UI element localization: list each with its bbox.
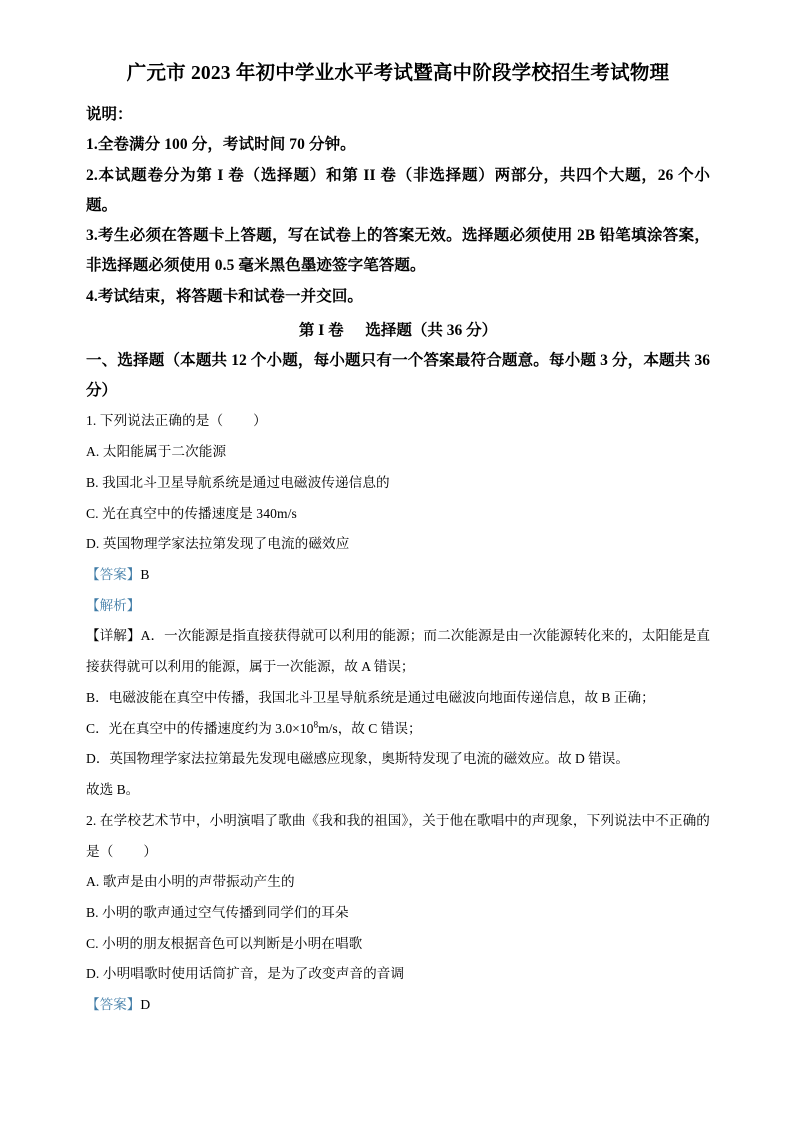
detail-text-a: A．一次能源是指直接获得就可以利用的能源；而二次能源是由一次能源转化来的，太阳能是直接获得就可以利用的能源，属于一次能源，故 A 错误； [86,628,710,675]
section-heading-volume: 第 I 卷 [298,321,344,339]
option-b [86,898,710,929]
answer-line [86,990,710,1021]
option-text: 光在真空中的传播速度是 340m/s [102,505,297,521]
question-stem [86,406,710,437]
instruction-line-3: 3.考生必须在答题卡上答题，写在试卷上的答案无效。选择题必须使用 2B 铅笔填涂答案，非选择题必须使用 0.5 毫米黑色墨迹签字笔答题。 [86,227,710,275]
instruction-line-1: 1.全卷满分 100 分，考试时间 70 分钟。 [86,136,356,154]
option-b [86,468,710,499]
detail-marker: 【详解】 [86,628,141,644]
question-number: 1. [86,413,97,429]
document-content [86,60,710,1021]
option-c [86,499,710,530]
answer-marker: 【答案】 [86,997,141,1013]
section-heading [86,316,710,346]
answer-value: B [140,567,150,583]
option-label: D. [86,536,100,552]
analysis-marker: 【解析】 [86,597,141,613]
question-stem-text: 在学校艺术节中，小明演唱了歌曲《我和我的祖国》，关于他在歌唱中的声现象，下列说法中不正确的是（ [86,812,710,859]
detail-paragraph-a [86,621,710,682]
detail-text-c-pre: C．光在真空中的传播速度约为 3.0×10 [86,720,314,736]
detail-paragraph-b: B．电磁波能在真空中传播，我国北斗卫星导航系统是通过电磁波向地面传递信息，故 B 正确； [86,689,655,705]
option-label: B. [86,474,99,490]
option-text: 我国北斗卫星导航系统是通过电磁波传递信息的 [102,474,390,490]
detail-paragraph-c [86,714,710,745]
option-d [86,959,710,990]
instruction-line-4: 4.考试结束，将答题卡和试卷一并交回。 [86,287,364,305]
option-c [86,929,710,960]
option-a [86,867,710,898]
detail-text-c-post: m/s，故 C 错误； [318,720,422,736]
option-text: 小明唱歌时使用话筒扩音，是为了改变声音的音调 [102,966,405,982]
option-text: 太阳能属于二次能源 [102,444,227,460]
option-label: B. [86,904,99,920]
option-d [86,529,710,560]
option-label: A. [86,444,100,460]
question-stem-tail: ） [143,843,158,859]
answer-marker: 【答案】 [86,567,141,583]
section-heading-label: 选择题（共 36 分） [365,321,498,339]
question-stem [86,806,710,867]
option-a [86,437,710,468]
option-text: 歌声是由小明的声带振动产生的 [102,874,295,890]
answer-line [86,560,710,591]
instruction-line-2: 2.本试题卷分为第 I 卷（选择题）和第 II 卷（非选择题）两部分，共四个大题，26 个小题。 [86,166,710,214]
option-label: C. [86,505,99,521]
question-stem-tail: ） [253,413,267,429]
option-text: 英国物理学家法拉第发现了电流的磁效应 [102,536,350,552]
detail-paragraph-d: D．英国物理学家法拉第最先发现电磁感应现象，奥斯特发现了电流的磁效应。故 D 错误。 [86,751,629,767]
question-number: 2. [86,812,97,828]
instructions-heading: 说明： [86,106,133,124]
analysis-line [86,591,710,622]
option-text: 小明的歌声通过空气传播到同学们的耳朵 [102,904,349,920]
detail-exponent: 8 [313,719,319,730]
part-instruction: 一、选择题（本题共 12 个小题，每小题只有一个答案最符合题意。每小题 3 分，本题共 36 分） [86,352,710,400]
answer-value: D [140,997,151,1013]
option-text: 小明的朋友根据音色可以判断是小明在唱歌 [102,935,363,951]
conclusion-line: 故选 B。 [86,782,140,798]
option-label: D. [86,966,100,982]
question-stem-text: 下列说法正确的是（ [99,413,224,429]
option-label: A. [86,874,100,890]
page-title: 广元市 2023 年初中学业水平考试暨高中阶段学校招生考试物理 [126,63,670,84]
option-label: C. [86,935,99,951]
